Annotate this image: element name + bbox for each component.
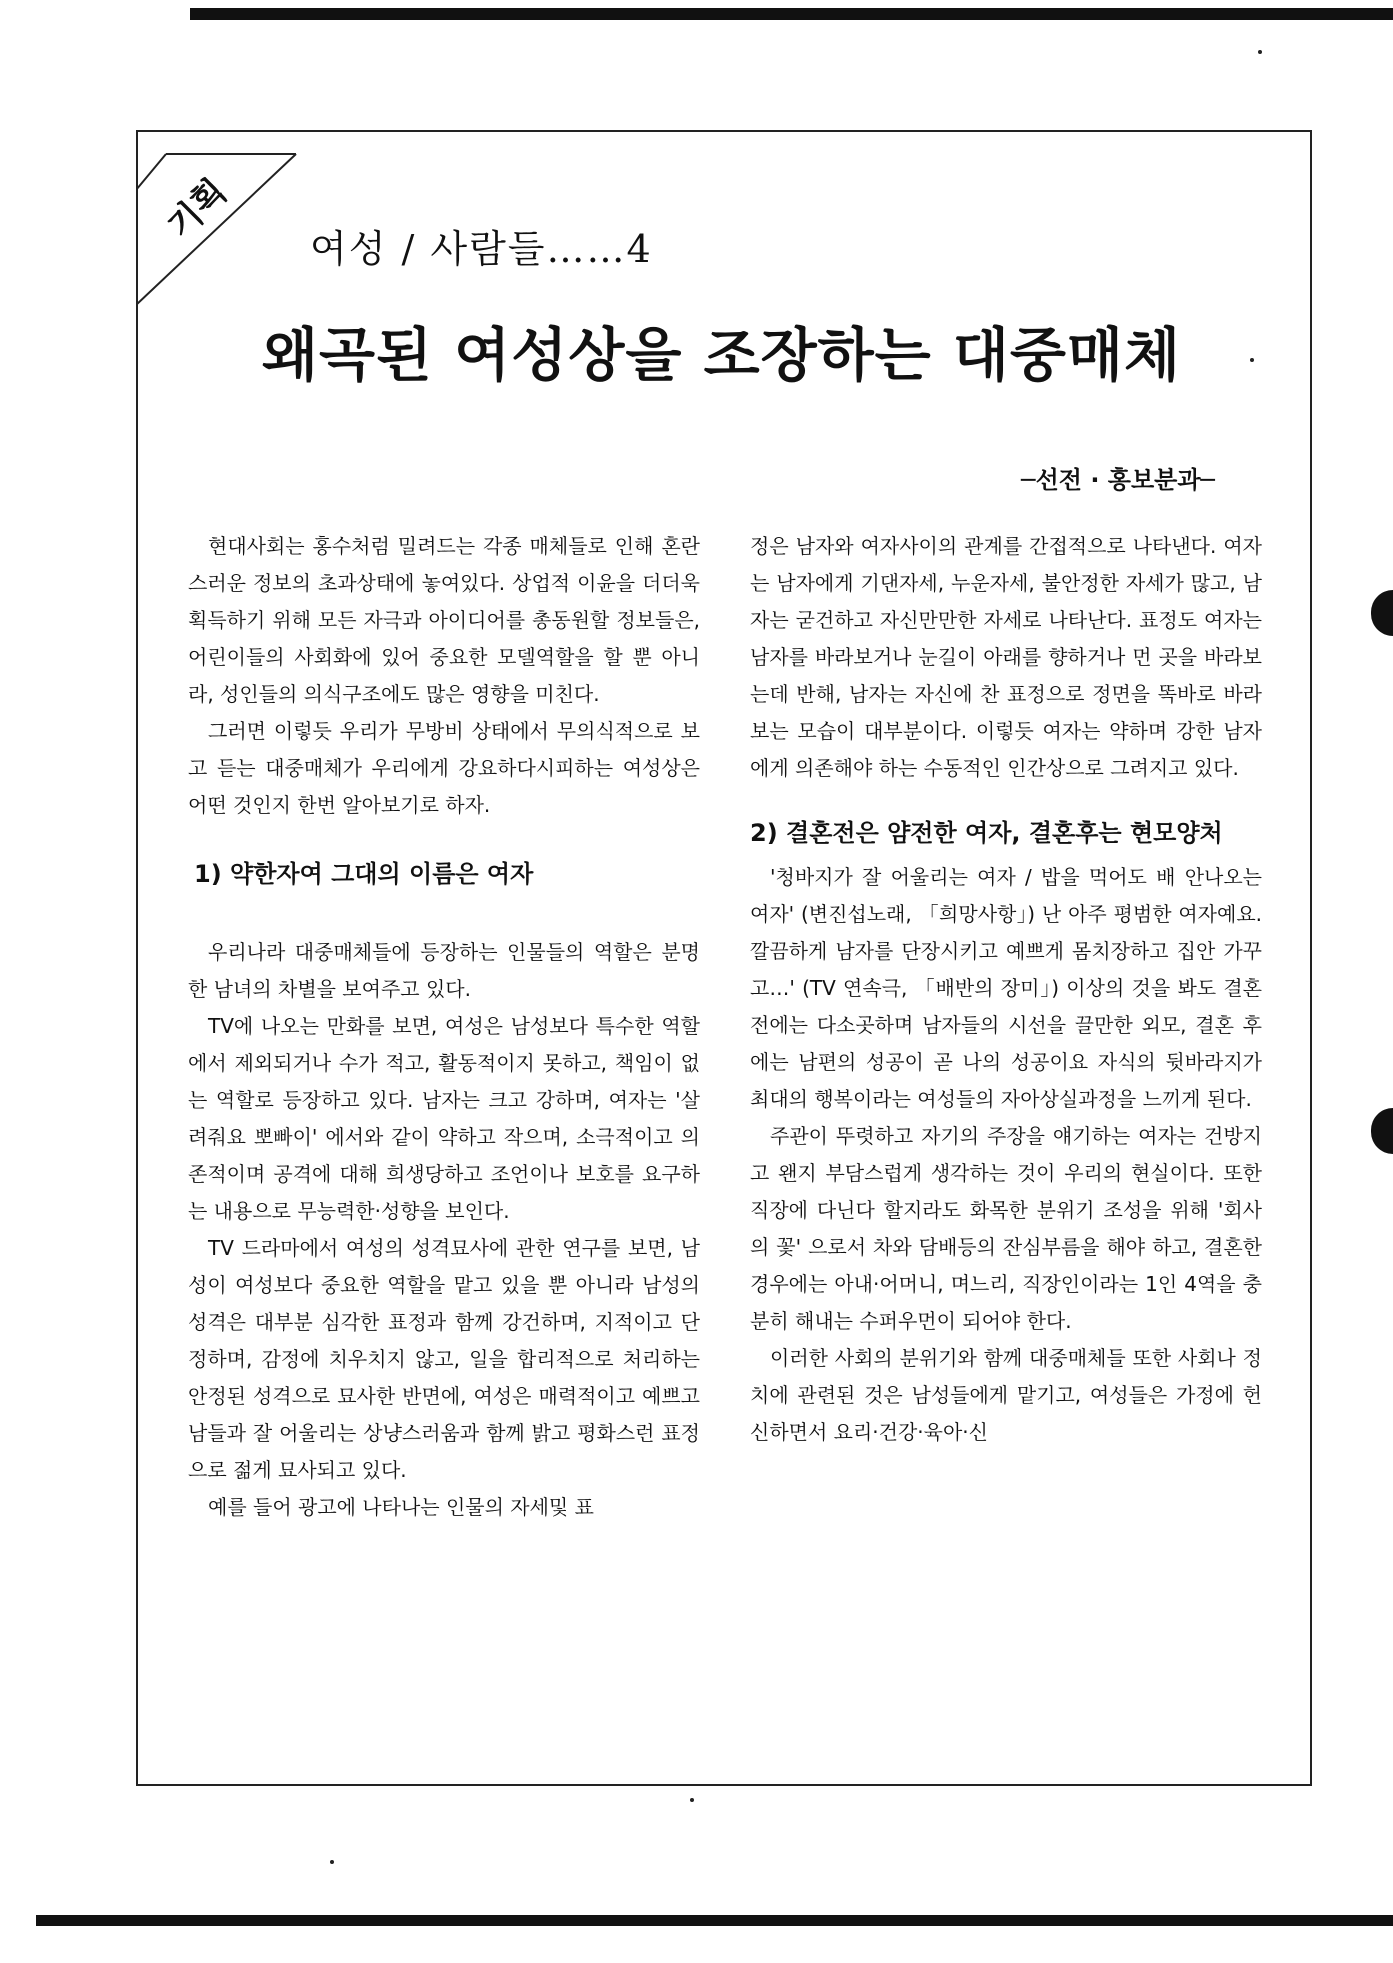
right-column (750, 528, 1262, 1451)
scan-speck (1250, 358, 1254, 362)
paragraph: TV에 나오는 만화를 보면, 여성은 남성보다 특수한 역할에서 제외되거나 수가 적고, 활동적이지 못하고, 책임이 없는 역할로 등장하고 있다. 남자는 크고 강하며, 여자는 '살려줘요 뽀빠이' 에서와 같이 약하고 작으며, 소극적이고 의존적이며 공격에 대해 희생당하고 조언이나 보호를 요구하는 내용으로 무능력한·성향을 보인다. (188, 1014, 700, 1223)
paragraph: 예를 들어 광고에 나타나는 인물의 자세및 표 (208, 1495, 594, 1519)
headline: 왜곡된 여성상을 조장하는 대중매체 (262, 321, 1181, 389)
paragraph: 정은 남자와 여자사이의 관계를 간접적으로 나타낸다. 여자는 남자에게 기댄자세, 누운자세, 불안정한 자세가 많고, 남자는 굳건하고 자신만만한 자세로 나타난다. 표정도 여자는 남자를 바라보거나 눈길이 아래를 향하거나 먼 곳을 바라보는데 반해, 남자는 자신에 찬 표정으로 정면을 똑바로 바라보는 모습이 대부분이다. 이렇듯 여자는 약하며 강한 남자에게 의존해야 하는 수동적인 인간상으로 그려지고 있다. (750, 534, 1262, 780)
paragraph: 주관이 뚜렷하고 자기의 주장을 얘기하는 여자는 건방지고 왠지 부담스럽게 생각하는 것이 우리의 현실이다. 또한 직장에 다닌다 할지라도 화목한 분위기 조성을 위해 '회사의 꽃' 으로서 차와 담배등의 잔심부름을 해야 하고, 결혼한 경우에는 아내·어머니, 며느리, 직장인이라는 1인 4역을 충분히 해내는 수퍼우먼이 되어야 한다. (750, 1124, 1262, 1333)
binding-tab-mark (1371, 1108, 1393, 1154)
byline: ─선전 · 홍보분과─ (1021, 466, 1215, 494)
scan-speck (690, 1798, 694, 1802)
paragraph: 이러한 사회의 분위기와 함께 대중매체들 또한 사회나 정치에 관련된 것은 남성들에게 맡기고, 여성들은 가정에 헌신하면서 요리·건강·육아·신 (750, 1346, 1262, 1444)
section-badge: 기획 (159, 171, 235, 247)
paragraph: TV 드라마에서 여성의 성격묘사에 관한 연구를 보면, 남성이 여성보다 중요한 역할을 맡고 있을 뿐 아니라 남성의 성격은 대부분 심각한 표정과 함께 강건하며, 지적이고 단정하며, 감정에 치우치지 않고, 일을 합리적으로 처리하는 안정된 성격으로 묘사한 반면에, 여성은 매력적이고 예쁘고 남들과 잘 어울리는 상냥스러움과 함께 밝고 평화스런 표정으로 젊게 묘사되고 있다. (188, 1236, 700, 1482)
scan-speck (330, 1860, 334, 1864)
left-column (188, 528, 700, 1526)
paragraph: '청바지가 잘 어울리는 여자 / 밥을 먹어도 배 안나오는 여자' (변진섭노래, 「희망사항」) 난 아주 평범한 여자예요. 깔끔하게 남자를 단장시키고 예쁘게 몸치장하고 집안 가꾸고…' (TV 연속극, 「배반의 장미」) 이상의 것을 봐도 결혼 전에는 다소곳하며 남자들의 시선을 끌만한 외모, 결혼 후에는 남편의 성공이 곧 나의 성공이요 자식의 뒷바라지가 최대의 행복이라는 여성들의 자아상실과정을 느끼게 된다. (750, 865, 1262, 1111)
bottom-rule (36, 1915, 1393, 1926)
scan-speck (1258, 50, 1262, 54)
top-rule (190, 8, 1393, 20)
binding-tab-mark (1371, 590, 1393, 636)
series-title: 여성 / 사람들……4 (310, 227, 653, 271)
paragraph: 현대사회는 홍수처럼 밀려드는 각종 매체들로 인해 혼란스러운 정보의 초과상태에 놓여있다. 상업적 이윤을 더더욱 획득하기 위해 모든 자극과 아이디어를 총동원할 정보들은, 어린이들의 사회화에 있어 중요한 모델역할을 할 뿐 아니라, 성인들의 의식구조에도 많은 영향을 미친다. (188, 534, 700, 706)
section-heading: 1) 약한자여 그대의 이름은 여자 (194, 860, 534, 888)
paragraph: 그러면 이렇듯 우리가 무방비 상태에서 무의식적으로 보고 듣는 대중매체가 우리에게 강요하다시피하는 여성상은 어떤 것인지 한번 알아보기로 하자. (188, 719, 700, 817)
paragraph: 우리나라 대중매체들에 등장하는 인물들의 역할은 분명한 남녀의 차별을 보여주고 있다. (188, 940, 700, 1001)
section-heading: 2) 결혼전은 얌전한 여자, 결혼후는 현모양처 (750, 819, 1223, 847)
